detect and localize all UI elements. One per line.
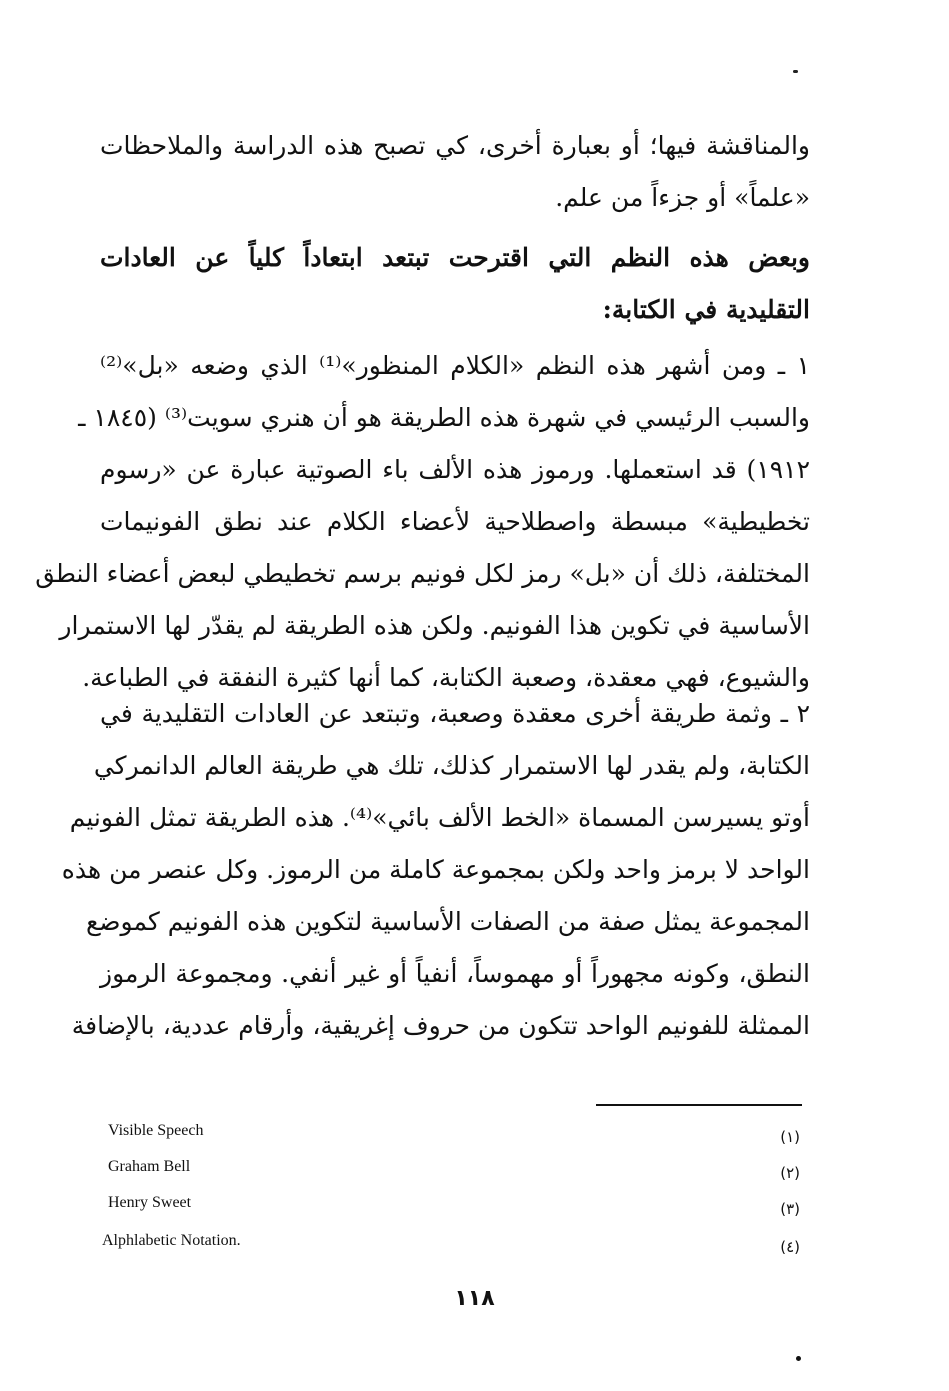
scan-speck: [796, 1356, 801, 1361]
text-line: والمناقشة فيها؛ أو بعبارة أخرى، كي تصبح هذه الدراسة والملاحظات: [100, 131, 810, 160]
paragraph-1: [100, 120, 810, 224]
footnote-text: Visible Speech: [108, 1122, 204, 1139]
text-line: ١ ـ ومن أشهر هذه النظم «الكلام المنظور»⁽¹⁾ الذي وضعه «بل»⁽²⁾: [100, 351, 811, 380]
footnote-text: Henry Sweet: [108, 1194, 192, 1211]
paragraph-3: [35, 340, 811, 704]
paragraph-4: [61, 688, 810, 1052]
footnote-1: [100, 1122, 800, 1156]
footnote-number: (١): [780, 1128, 800, 1146]
footnote-3: [100, 1194, 800, 1228]
text-line: والشيوع، فهي معقدة، وصعبة الكتابة، كما أنها كثيرة النفقة في الطباعة.: [82, 663, 810, 692]
footnote-4: [100, 1232, 800, 1266]
text-line: ١٩١٢) قد استعملها. ورموز هذه الألف باء الصوتية عبارة عن «رسوم: [100, 455, 810, 484]
text-line: «علماً» أو جزءاً من علم.: [555, 183, 810, 212]
footnote-number: (٤): [780, 1238, 800, 1256]
text-line: ٢ ـ وثمة طريقة أخرى معقدة وصعبة، وتبتعد عن العادات التقليدية في: [100, 699, 810, 728]
text-line: الواحد لا برمز واحد ولكن بمجموعة كاملة من الرموز. وكل عنصر من هذه: [61, 855, 810, 884]
paragraph-2-heading: [100, 232, 810, 336]
footnote-separator: [596, 1104, 802, 1106]
text-line: الكتابة، ولم يقدر لها الاستمرار كذلك، تلك هي طريقة العالم الدانمركي: [93, 751, 810, 780]
footnote-number: (٢): [780, 1164, 800, 1182]
text-line: تخطيطية» مبسطة واصطلاحية لأعضاء الكلام عند نطق الفونيمات: [100, 507, 810, 536]
text-line: التقليدية في الكتابة:: [602, 295, 810, 324]
footnote-2: [100, 1158, 800, 1192]
scan-speck: [793, 70, 798, 73]
page-number: ١١٨: [454, 1286, 495, 1311]
footnote-text: Alphlabetic Notation.: [102, 1232, 241, 1249]
text-line: المختلفة، ذلك أن «بل» رمز لكل فونيم برسم تخطيطي لبعض أعضاء النطق: [35, 559, 810, 588]
text-line: والسبب الرئيسي في شهرة هذه الطريقة هو أن هنري سويت⁽³⁾ (١٨٤٥ ـ: [78, 403, 810, 432]
text-line: الممثلة للفونيم الواحد تتكون من حروف إغريقية، وأرقام عددية، بالإضافة: [71, 1011, 810, 1040]
text-line: المجموعة يمثل صفة من الصفات الأساسية لتكوين هذه الفونيم كموضع: [86, 907, 810, 936]
footnote-number: (٣): [780, 1200, 800, 1218]
text-line: وبعض هذه النظم التي اقترحت تبتعد ابتعاداً كلياً عن العادات: [100, 243, 810, 272]
text-line: النطق، وكونه مجهوراً أو مهموساً، أنفياً أو غير أنفي. ومجموعة الرموز: [100, 959, 810, 988]
text-line: الأساسية في تكوين هذا الفونيم. ولكن هذه الطريقة لم يقدّر لها الاستمرار: [59, 611, 810, 640]
footnote-text: Graham Bell: [108, 1158, 191, 1175]
text-line: أوتو يسيرسن المسماة «الخط الألف بائي»⁽⁴⁾. هذه الطريقة تمثل الفونيم: [69, 803, 810, 832]
